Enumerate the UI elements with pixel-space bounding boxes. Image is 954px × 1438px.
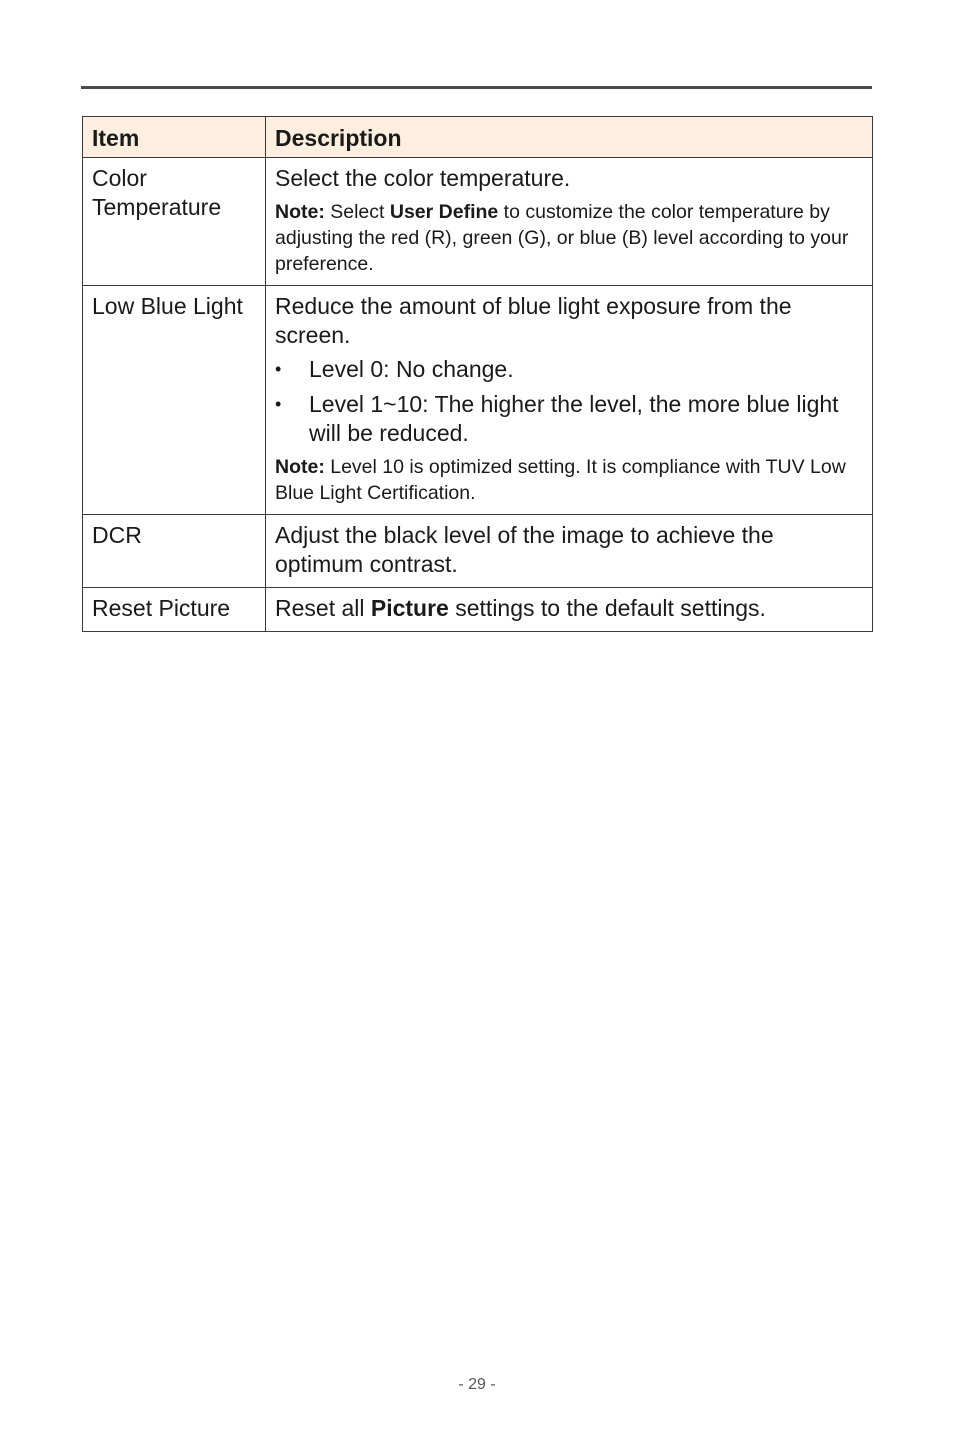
description-text: Reduce the amount of blue light exposure from the screen.: [275, 293, 792, 348]
note-text-post: to customize the color temperature by adjusting the red (R), green (G), or blue (B) level according to your preference.: [275, 201, 849, 275]
bullet-icon: •: [275, 394, 282, 414]
description-text: Adjust the black level of the image to achieve the optimum contrast.: [275, 522, 774, 577]
description-low-blue-light: [266, 286, 873, 515]
page-number: - 29 -: [458, 1376, 496, 1393]
list-item: [275, 390, 863, 448]
settings-table: [82, 116, 873, 632]
table-row-dcr: [83, 515, 873, 588]
note: [275, 454, 863, 506]
desc-bold-picture: Picture: [370, 595, 449, 621]
header-item: Item: [83, 117, 266, 158]
note-label: Note:: [275, 201, 325, 223]
desc-text-post: settings to the default settings.: [448, 595, 766, 621]
header-description: Description: [266, 117, 873, 158]
list-item: [275, 355, 863, 384]
table-row-reset-picture: [83, 588, 873, 632]
list-item-text: Level 0: No change.: [309, 356, 514, 382]
bullet-list: [275, 355, 863, 448]
note-label: Note:: [275, 456, 325, 478]
description-color-temperature: [266, 158, 873, 286]
note-text-pre: Select: [324, 201, 390, 223]
desc-text-pre: Reset all: [275, 595, 371, 621]
table-row-low-blue-light: [83, 286, 873, 515]
description-text: [275, 594, 863, 623]
item-reset-picture: Reset Picture: [83, 588, 266, 632]
note-text: Level 10 is optimized setting. It is compliance with TUV Low Blue Light Certification.: [275, 456, 846, 504]
description-reset-picture: [266, 588, 873, 632]
table-header-row: [83, 117, 873, 158]
item-color-temperature: Color Temperature: [83, 158, 266, 286]
item-dcr: DCR: [83, 515, 266, 588]
description-text: Select the color temperature.: [275, 165, 571, 191]
list-item-text: Level 1~10: The higher the level, the more blue light will be reduced.: [309, 391, 839, 446]
item-low-blue-light: Low Blue Light: [83, 286, 266, 515]
description-dcr: [266, 515, 873, 588]
table-row-color-temperature: [83, 158, 873, 286]
bullet-icon: •: [275, 359, 282, 379]
note-bold-user-define: User Define: [389, 201, 499, 223]
note: [275, 199, 863, 277]
top-rule: [81, 86, 872, 89]
